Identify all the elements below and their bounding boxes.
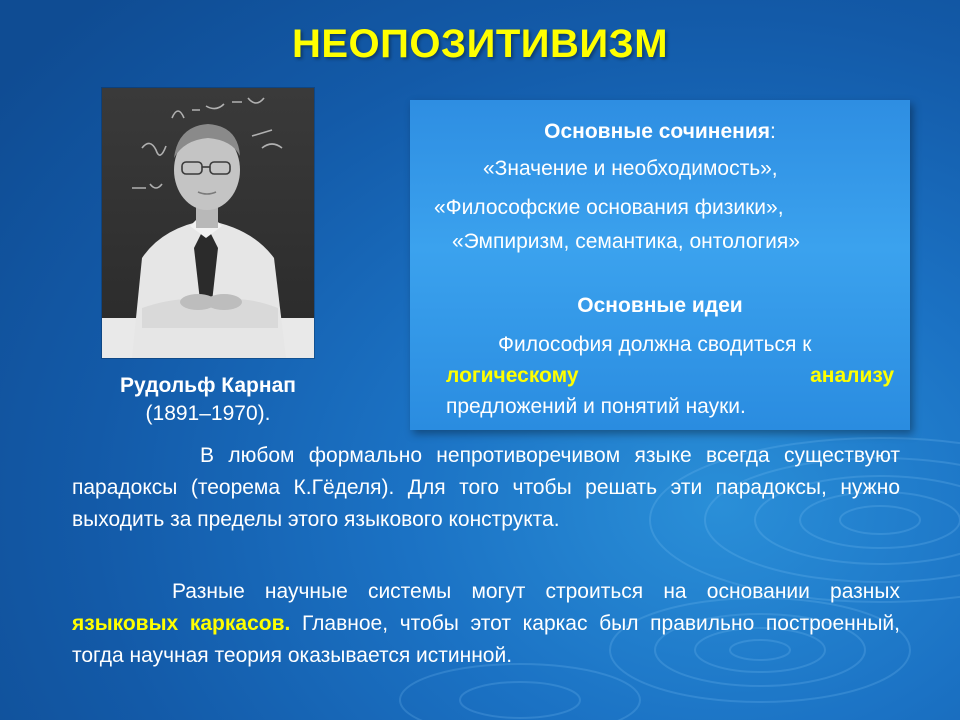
ideas-heading: Основные идеи bbox=[577, 294, 743, 317]
slide-title: НЕОПОЗИТИВИЗМ bbox=[291, 22, 669, 66]
ideas-text bbox=[446, 329, 894, 422]
portrait-photo bbox=[102, 88, 314, 358]
works-heading-colon: : bbox=[770, 120, 776, 143]
paragraph-godel bbox=[72, 440, 900, 536]
work-item: «Эмпиризм, семантика, онтология» bbox=[452, 230, 800, 253]
ideas-line-2 bbox=[446, 360, 894, 391]
paragraph-frameworks-after: Главное, чтобы этот каркас был правильно построенный, тогда научная теория оказывается истинной. bbox=[72, 612, 900, 667]
ideas-line-1: Философия должна сводиться к bbox=[498, 333, 812, 356]
work-item: «Философские основания физики», bbox=[434, 196, 784, 219]
work-item: «Значение и необходимость», bbox=[483, 157, 778, 180]
highlight-logical: логическому bbox=[446, 364, 579, 387]
person-years: (1891–1970). bbox=[145, 402, 271, 425]
highlight-frameworks: языковых каркасов. bbox=[72, 612, 291, 635]
paragraph-godel-text: В любом формально непротиворечивом языке всегда существуют парадоксы (теорема К.Гёделя). Для того чтобы решать эти парадоксы, нужно выходить за пределы этого языкового конструкта. bbox=[72, 444, 900, 531]
highlight-analysis: анализу bbox=[810, 364, 894, 387]
ideas-line-3: предложений и понятий науки. bbox=[446, 395, 746, 418]
works-heading-label: Основные сочинения bbox=[544, 120, 771, 143]
paragraph-frameworks bbox=[72, 576, 900, 672]
paragraph-frameworks-before: Разные научные системы могут строиться на основании разных bbox=[172, 580, 900, 603]
person-name: Рудольф Карнап bbox=[120, 374, 296, 397]
works-heading bbox=[410, 120, 910, 144]
